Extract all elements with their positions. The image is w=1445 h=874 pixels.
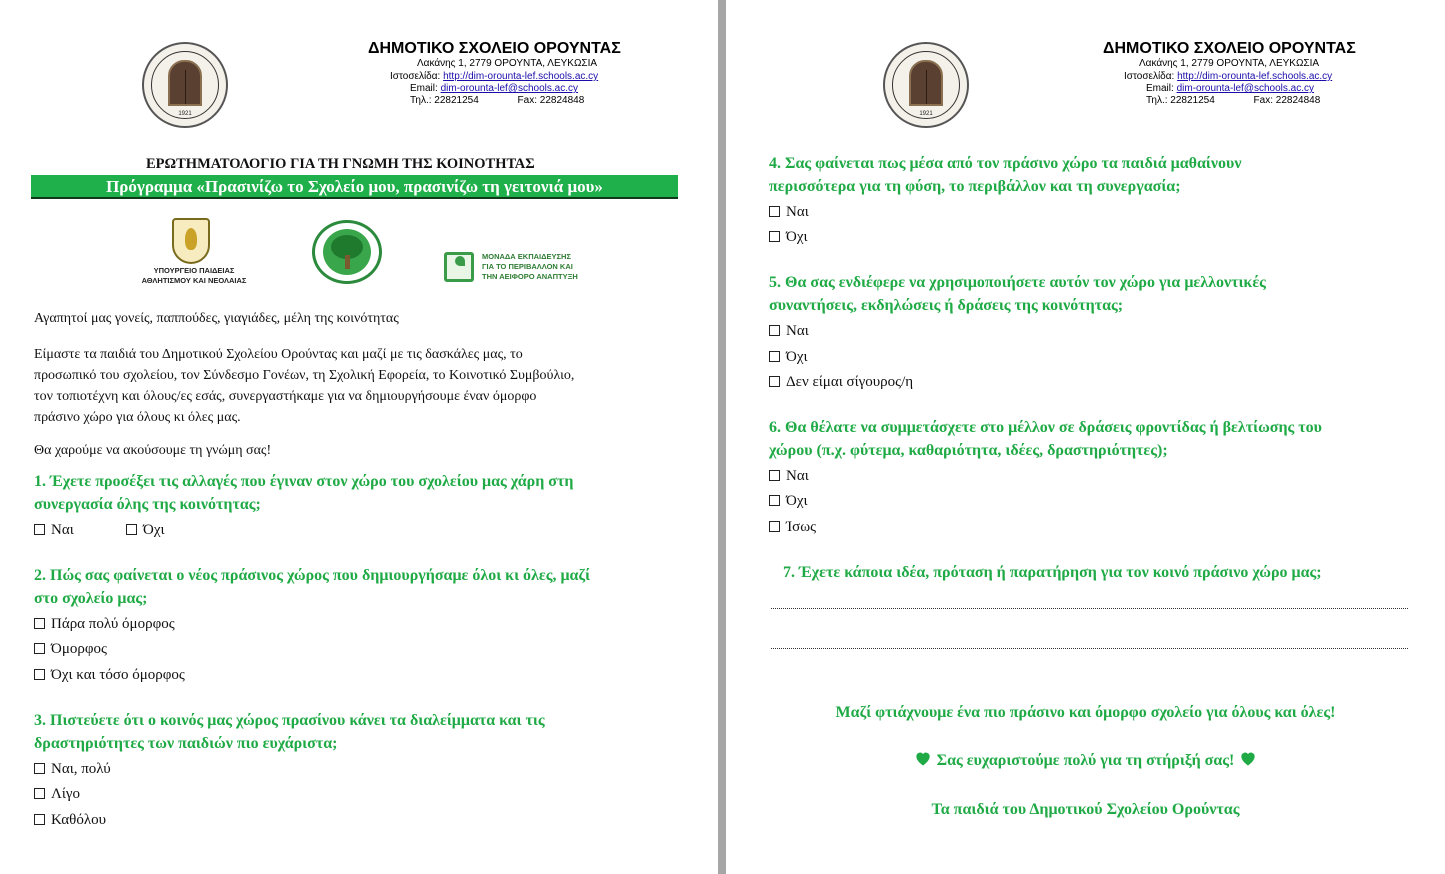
- question-5: [769, 272, 1266, 317]
- email-label: Email:: [410, 83, 438, 94]
- phone-number: Τηλ.: 22821254: [1146, 95, 1215, 106]
- q5-option-2[interactable]: [769, 348, 808, 366]
- question-2: [34, 565, 590, 610]
- checkbox-icon[interactable]: [769, 351, 780, 362]
- q2-option-2-label: Όμορφος: [51, 641, 107, 657]
- checkbox-icon[interactable]: [34, 788, 45, 799]
- q3-option-1-label: Ναι, πολύ: [51, 761, 111, 777]
- q4-option-no-label: Όχι: [786, 229, 808, 245]
- q2-option-1-label: Πάρα πολύ όμορφος: [51, 616, 175, 632]
- question-4: [769, 153, 1242, 198]
- heart-icon: [1238, 748, 1258, 768]
- q3-option-1[interactable]: [34, 760, 111, 778]
- website-link[interactable]: http://dim-orounta-lef.schools.ac.cy: [1177, 71, 1333, 82]
- website-label: Ιστοσελίδα:: [390, 71, 441, 82]
- answer-line-2[interactable]: [771, 648, 1408, 649]
- tree-emblem-logo: [312, 220, 382, 284]
- website-link[interactable]: http://dim-orounta-lef.schools.ac.cy: [443, 71, 599, 82]
- email-link[interactable]: dim-orounta-lef@schools.ac.cy: [440, 83, 579, 94]
- checkbox-icon[interactable]: [34, 618, 45, 629]
- question-6: [769, 417, 1322, 462]
- page-divider: [718, 0, 726, 874]
- checkbox-icon[interactable]: [769, 325, 780, 336]
- q6-option-3-label: Ίσως: [786, 519, 817, 535]
- document-page-right: [726, 0, 1445, 874]
- q6-option-2[interactable]: [769, 492, 808, 510]
- website-line: [390, 71, 598, 82]
- question-6-line2: χώρου (π.χ. φύτεμα, καθαριότητα, ιδέες, δραστηριότητες);: [769, 441, 1168, 459]
- checkbox-icon[interactable]: [34, 763, 45, 774]
- q6-option-2-label: Όχι: [786, 493, 808, 509]
- heart-icon: [913, 748, 933, 768]
- phone-number: Τηλ.: 22821254: [410, 95, 479, 106]
- email-label: Email:: [1146, 83, 1174, 94]
- q3-option-3[interactable]: [34, 811, 106, 829]
- q5-option-1[interactable]: [769, 322, 809, 340]
- question-3-line2: δραστηριότητες των παιδιών πιο ευχάριστα;: [34, 734, 338, 752]
- cyprus-crest-icon: [172, 218, 210, 264]
- closing-line-2: [726, 748, 1445, 770]
- email-line: [1146, 83, 1314, 94]
- question-1: [34, 471, 573, 516]
- q3-option-2[interactable]: [34, 785, 80, 803]
- question-2-line1: 2. Πώς σας φαίνεται ο νέος πράσινος χώρος που δημιουργήσαμε όλοι κι όλες, μαζί: [34, 567, 591, 584]
- checkbox-icon[interactable]: [126, 524, 137, 535]
- question-5-line2: συναντήσεις, εκδηλώσεις ή δράσεις της κοινότητας;: [769, 296, 1124, 314]
- q1-option-no-label: Όχι: [143, 522, 165, 538]
- q5-option-1-label: Ναι: [786, 323, 809, 339]
- q2-option-3-label: Όχι και τόσο όμορφος: [51, 667, 185, 683]
- checkbox-icon[interactable]: [769, 376, 780, 387]
- checkbox-icon[interactable]: [34, 643, 45, 654]
- school-address: Λακάνης 1, 2779 ΟΡΟΥΝΤΑ, ΛΕΥΚΩΣΙΑ: [417, 58, 598, 69]
- answer-line-1[interactable]: [771, 608, 1408, 609]
- q6-option-3[interactable]: [769, 518, 816, 536]
- closing-line-3: Τα παιδιά του Δημοτικού Σχολείου Ορούντας: [931, 801, 1240, 818]
- ministry-logo: [138, 218, 250, 288]
- intro-line-3: τον τοπιοτέχνη και όλους/ες εσάς, συνεργαστήκαμε για να δημιουργήσουμε έναν όμορφο: [34, 389, 537, 404]
- email-line: [410, 83, 578, 94]
- question-7: 7. Έχετε κάποια ιδέα, πρόταση ή παρατήρηση για τον κοινό πράσινο χώρο μας;: [783, 564, 1322, 581]
- school-seal-logo: 1921: [142, 42, 228, 128]
- school-seal-logo: 1921: [883, 42, 969, 128]
- fax-number: Fax: 22824848: [1253, 95, 1321, 106]
- website-label: Ιστοσελίδα:: [1124, 71, 1175, 82]
- q4-option-yes[interactable]: [769, 203, 809, 221]
- checkbox-icon[interactable]: [769, 470, 780, 481]
- intro-line-4: πράσινο χώρο για όλους κι όλες μας.: [34, 410, 241, 425]
- program-banner: Πρόγραμμα «Πρασινίζω το Σχολείο μου, πρασινίζω τη γειτονιά μου»: [31, 175, 678, 199]
- env-unit-line1: ΜΟΝΑΔΑ ΕΚΠΑΙΔΕΥΣΗΣ: [482, 252, 571, 261]
- q5-option-3-label: Δεν είμαι σίγουρος/η: [786, 374, 914, 390]
- checkbox-icon[interactable]: [769, 231, 780, 242]
- document-page-left: [0, 0, 718, 874]
- phone-fax-line: [1146, 95, 1320, 106]
- phone-fax-line: [410, 95, 584, 106]
- q2-option-3[interactable]: [34, 666, 185, 684]
- intro-line-2: προσωπικό του σχολείου, τον Σύνδεσμο Γονέων, τη Σχολική Εφορεία, το Κοινοτικό Συμβούλιο,: [34, 368, 575, 383]
- checkbox-icon[interactable]: [34, 814, 45, 825]
- closing-intro: Θα χαρούμε να ακούσουμε τη γνώμη σας!: [34, 443, 272, 458]
- checkbox-icon[interactable]: [769, 495, 780, 506]
- env-unit-line3: ΤΗΝ ΑΕΙΦΟΡΟ ΑΝΑΠΤΥΞΗ: [482, 272, 578, 281]
- q4-option-no[interactable]: [769, 228, 808, 246]
- q5-option-3[interactable]: [769, 373, 913, 391]
- greeting: Αγαπητοί μας γονείς, παππούδες, γιαγιάδες, μέλη της κοινότητας: [34, 311, 399, 326]
- school-address: Λακάνης 1, 2779 ΟΡΟΥΝΤΑ, ΛΕΥΚΩΣΙΑ: [1139, 58, 1320, 69]
- question-4-line2: περισσότερα για τη φύση, το περιβάλλον και τη συνεργασία;: [769, 177, 1181, 195]
- question-2-line2: στο σχολείο μας;: [34, 589, 148, 607]
- environment-unit-logo: [442, 250, 587, 290]
- ministry-logo-line2: ΑΘΛΗΤΙΣΜΟΥ ΚΑΙ ΝΕΟΛΑΙΑΣ: [141, 276, 247, 285]
- checkbox-icon[interactable]: [34, 524, 45, 535]
- q3-option-3-label: Καθόλου: [51, 812, 107, 828]
- thank-you-text: Σας ευχαριστούμε πολύ για τη στήριξή σας!: [936, 752, 1235, 769]
- q2-option-2[interactable]: [34, 640, 107, 658]
- q6-option-1-label: Ναι: [786, 468, 809, 484]
- email-link[interactable]: dim-orounta-lef@schools.ac.cy: [1176, 83, 1315, 94]
- question-5-line1: 5. Θα σας ενδιέφερε να χρησιμοποιήσετε αυτόν τον χώρο για μελλοντικές: [769, 274, 1266, 291]
- question-6-line1: 6. Θα θέλατε να συμμετάσχετε στο μέλλον σε δράσεις φροντίδας ή βελτίωσης του: [769, 419, 1322, 436]
- book-leaf-icon: [444, 252, 474, 282]
- fax-number: Fax: 22824848: [517, 95, 585, 106]
- checkbox-icon[interactable]: [769, 206, 780, 217]
- q4-option-yes-label: Ναι: [786, 204, 809, 220]
- q2-option-1[interactable]: [34, 615, 175, 633]
- question-1-line2: συνεργασία όλης της κοινότητας;: [34, 495, 261, 513]
- closing-line-1: Μαζί φτιάχνουμε ένα πιο πράσινο και όμορφο σχολείο για όλους και όλες!: [835, 704, 1336, 721]
- ministry-logo-line1: ΥΠΟΥΡΓΕΙΟ ΠΑΙΔΕΙΑΣ: [153, 266, 235, 275]
- intro-line-1: Είμαστε τα παιδιά του Δημοτικού Σχολείου Ορούντας και μαζί με τις δασκάλες μας, το: [34, 347, 523, 362]
- q1-option-no[interactable]: [126, 521, 165, 539]
- school-name: ΔΗΜΟΤΙΚΟ ΣΧΟΛΕΙΟ ΟΡΟΥΝΤΑΣ: [1103, 40, 1356, 57]
- survey-title: ΕΡΩΤΗΜΑΤΟΛΟΓΙΟ ΓΙΑ ΤΗ ΓΝΩΜΗ ΤΗΣ ΚΟΙΝΟΤΗΤΑΣ: [146, 156, 535, 172]
- question-3-line1: 3. Πιστεύετε ότι ο κοινός μας χώρος πρασίνου κάνει τα διαλείμματα και τις: [34, 712, 545, 729]
- question-1-line1: 1. Έχετε προσέξει τις αλλαγές που έγιναν στον χώρο του σχολείου μας χάρη στη: [34, 473, 574, 490]
- question-3: [34, 710, 545, 755]
- school-name: ΔΗΜΟΤΙΚΟ ΣΧΟΛΕΙΟ ΟΡΟΥΝΤΑΣ: [368, 40, 621, 57]
- checkbox-icon[interactable]: [769, 521, 780, 532]
- q1-option-yes-label: Ναι: [51, 522, 74, 538]
- q5-option-2-label: Όχι: [786, 349, 808, 365]
- question-4-line1: 4. Σας φαίνεται πως μέσα από τον πράσινο χώρο τα παιδιά μαθαίνουν: [769, 155, 1242, 172]
- website-line: [1124, 71, 1332, 82]
- q1-option-yes[interactable]: [34, 521, 74, 539]
- q3-option-2-label: Λίγο: [51, 786, 81, 802]
- q6-option-1[interactable]: [769, 467, 809, 485]
- env-unit-line2: ΓΙΑ ΤΟ ΠΕΡΙΒΑΛΛΟΝ ΚΑΙ: [482, 262, 573, 271]
- checkbox-icon[interactable]: [34, 669, 45, 680]
